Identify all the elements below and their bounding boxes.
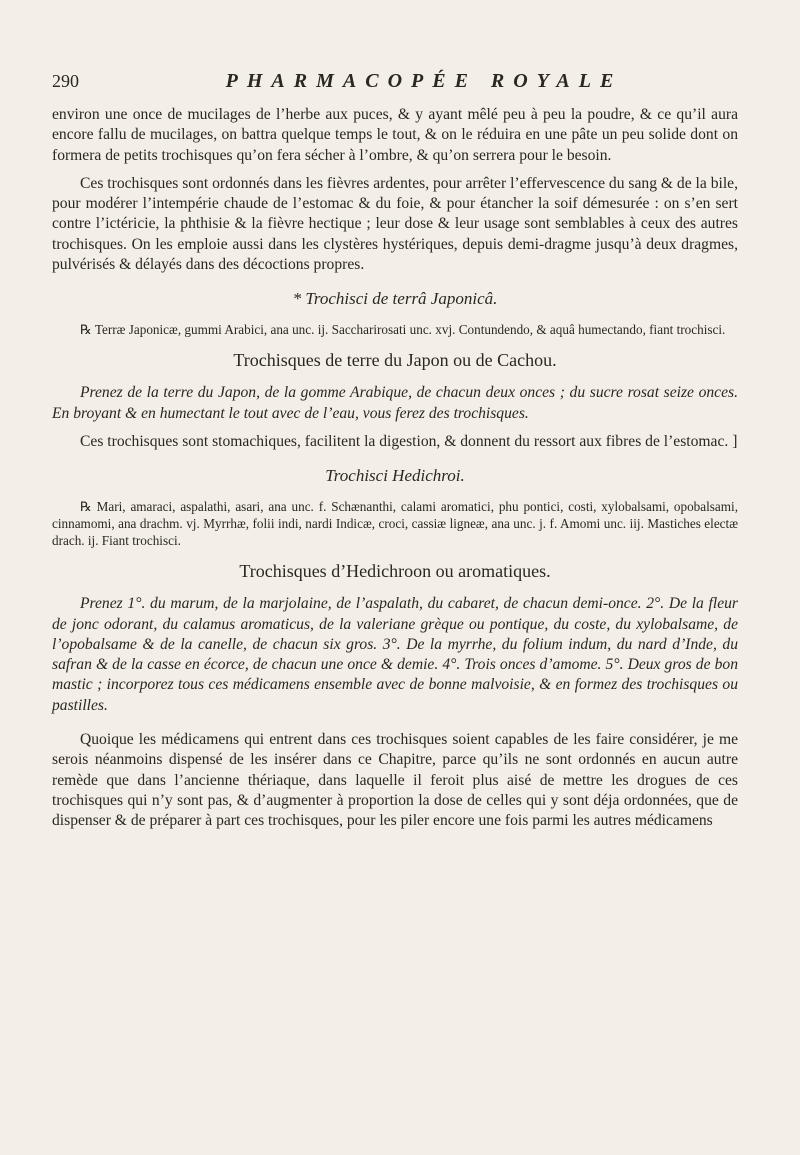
- latin-title-hedichroi: Trochisci Hedichroi.: [325, 466, 465, 486]
- paragraph-continuation: environ une once de mucilages de l’herbe aux puces, & y ayant mêlé peu à peu la poudre, & ce qu’il aura encore fallu de mucilages, on battra quelque temps le tout, & on le réduira en une pâte un peu solide dont on formera de petits trochisques qu’on fera sécher à l’ombre, & qu’on serrera pour le besoin.: [52, 106, 738, 164]
- latin-recipe-japonica: ℞ Terræ Japonicæ, gummi Arabici, ana unc. ij. Saccharirosati unc. xvj. Contundendo, & aquâ humectando, fiant trochisci.: [80, 322, 726, 338]
- page-number: 290: [52, 71, 79, 91]
- french-title-cachou: Trochisques de terre du Japon ou de Cachou.: [233, 350, 557, 371]
- note-hedichroon: Quoique les médicamens qui entrent dans ces trochisques soient capables de les faire considérer, je me serois néanmoins dispensé de les insérer dans ce Chapitre, parce qu’ils ne sont ordonnés en aucun autre remède que dans l’ancienne thériaque, dans laquelle il feroit plus aisé de mettre les drogues de ces trochisques qui n’y sont pas, & d’augmenter à proportion la dose de celles qui y sont déja ordonnées, que de dispenser & de préparer à part ces trochisques, pour les piler encore une fois parmi les autres médicamens: [52, 731, 738, 830]
- latin-recipe-hedichroi: ℞ Mari, amaraci, aspalathi, asari, ana unc. f. Schænanthi, calami aromatici, phu pontici, costi, xylobalsami, opobalsami, cinnamomi, ana drachm. vj. Myrrhæ, folii indi, nardi Indicæ, croci, cassiæ ligneæ, ana unc. j. f. Amomi unc. iij. Mastiches electæ drach. ij. Fiant trochisci.: [52, 499, 738, 549]
- page-header: [52, 70, 738, 93]
- note-cachou: Ces trochisques sont stomachiques, facilitent la digestion, & donnent du ressort aux fibres de l’estomac. ]: [80, 432, 738, 450]
- paragraph-uses: Ces trochisques sont ordonnés dans les fièvres ardentes, pour arrêter l’effervescence du sang & de la bile, pour modérer l’intempérie chaude de l’estomac & du foie, & pour étancher la soif démesurée : on s’en sert contre l’ictéricie, la phthisie & la fièvre hectique ; leur dose & leur usage sont semblables à ceux des autres trochisques. On les emploie aussi dans les clystères hystériques, depuis demi-dragme jusqu’à deux dragmes, pulvérisés & délayés dans des décoctions propres.: [52, 174, 738, 274]
- instruction-cachou: Prenez de la terre du Japon, de la gomme Arabique, de chacun deux onces ; du sucre rosat seize onces. En broyant & en humectant le tout avec de l’eau, vous ferez des trochisques.: [52, 384, 738, 422]
- instruction-hedichroon: Prenez 1°. du marum, de la marjolaine, de l’aspalath, du cabaret, de chacun demi-once. 2°. De la fleur de jonc odorant, du calamus aromaticus, de la valeriane grèque ou pontique, du coste, du xylobalsame, de l’opobalsame & de la canelle, de chacun six gros. 3°. De la myrrhe, du folium indum, du nard d’Inde, du safran & de la casse en écorce, de chacun une once & demie. 4°. Trois onces d’amome. 5°. Deux gros de bon mastic ; incorporez tous ces médicamens ensemble avec de bonne malvoisie, & en formez des trochisques ou pastilles.: [52, 595, 738, 714]
- latin-title-japonica: * Trochisci de terrâ Japonicâ.: [292, 289, 498, 309]
- french-title-hedichroon: Trochisques d’Hedichroon ou aromatiques.: [239, 561, 551, 582]
- running-title: PHARMACOPÉE ROYALE: [225, 70, 623, 92]
